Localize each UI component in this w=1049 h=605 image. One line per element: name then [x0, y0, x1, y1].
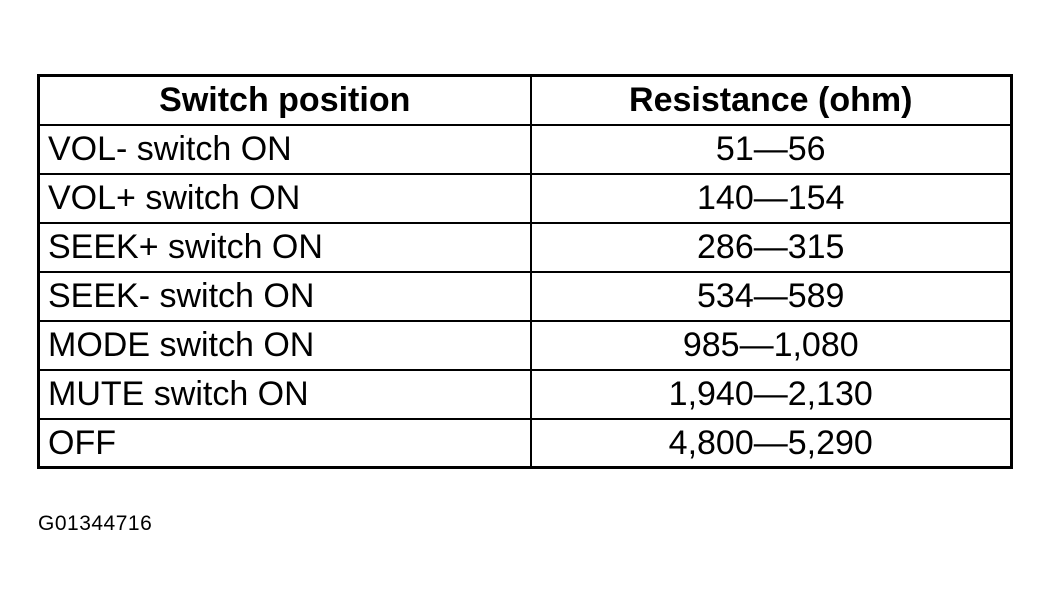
table-row [39, 125, 1012, 174]
table-header-row [39, 76, 1012, 125]
switch-position-cell: VOL+ switch ON [39, 174, 531, 223]
switch-position-cell: SEEK- switch ON [39, 272, 531, 321]
table-row [39, 174, 1012, 223]
resistance-cell: 51—56 [531, 125, 1012, 174]
resistance-cell: 1,940—2,130 [531, 370, 1012, 419]
resistance-cell: 985—1,080 [531, 321, 1012, 370]
switch-position-cell: OFF [39, 419, 531, 468]
table-row [39, 419, 1012, 468]
resistance-cell: 4,800—5,290 [531, 419, 1012, 468]
switch-position-cell: VOL- switch ON [39, 125, 531, 174]
figure-id: G01344716 [38, 512, 153, 535]
resistance-cell: 140—154 [531, 174, 1012, 223]
resistance-cell: 534—589 [531, 272, 1012, 321]
switch-position-cell: MODE switch ON [39, 321, 531, 370]
table-row [39, 370, 1012, 419]
table-row [39, 321, 1012, 370]
resistance-cell: 286—315 [531, 223, 1012, 272]
header-switch-position: Switch position [39, 76, 531, 125]
header-resistance: Resistance (ohm) [531, 76, 1012, 125]
resistance-table [37, 74, 1013, 469]
table-row [39, 272, 1012, 321]
table-row [39, 223, 1012, 272]
switch-position-cell: SEEK+ switch ON [39, 223, 531, 272]
switch-position-cell: MUTE switch ON [39, 370, 531, 419]
